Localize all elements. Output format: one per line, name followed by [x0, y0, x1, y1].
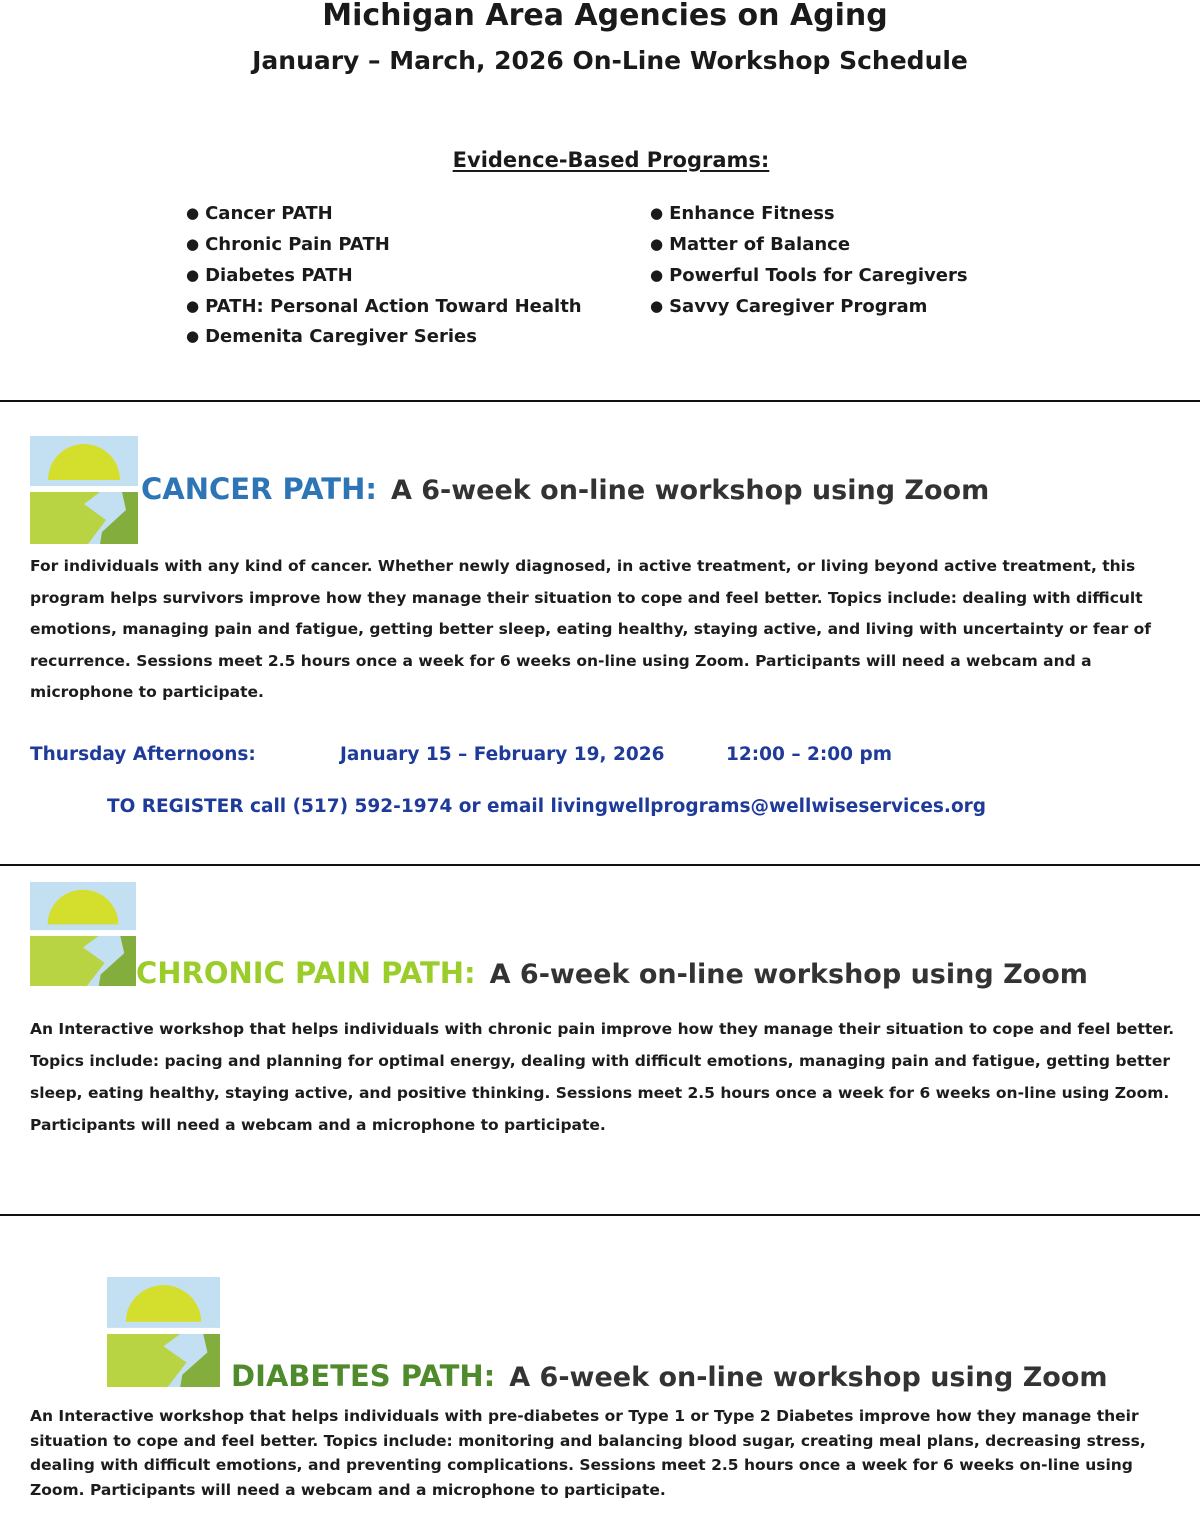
section-divider — [0, 864, 1200, 866]
program-item: ● Diabetes PATH — [186, 265, 353, 286]
program-name: DIABETES PATH: — [231, 1359, 496, 1393]
path-logo-icon — [30, 882, 136, 986]
section-heading-cancer — [141, 472, 989, 506]
program-tagline: A 6-week on-line workshop using Zoom — [489, 959, 1088, 990]
programs-heading: Evidence-Based Programs: — [452, 148, 770, 172]
section-heading-chronic-pain — [136, 956, 1088, 990]
section-divider — [0, 400, 1200, 402]
program-item: ● Cancer PATH — [186, 203, 333, 224]
program-item: ● PATH: Personal Action Toward Health — [186, 296, 582, 317]
register-info: TO REGISTER call (517) 592-1974 or email livingwellprograms@wellwiseservices.org — [107, 796, 987, 817]
schedule-day: Thursday Afternoons: — [30, 744, 256, 765]
page-title: Michigan Area Agencies on Aging — [322, 0, 888, 33]
section-heading-diabetes — [231, 1359, 1108, 1393]
section-divider — [0, 1214, 1200, 1216]
program-tagline: A 6-week on-line workshop using Zoom — [509, 1362, 1108, 1393]
section-description: An Interactive workshop that helps individuals with chronic pain improve how they manage their situation to cope and feel better. Topics include: pacing and planning for optimal energy, dealing with difficult emotions, managing pain and fatigue, getting better sleep, eating healthy, staying active, and positive thinking. Sessions meet 2.5 hours once a week for 6 weeks on-line using Zoom. Participants will need a webcam and a microphone to participate. — [30, 1020, 1175, 1134]
program-item: ● Powerful Tools for Caregivers — [650, 265, 968, 286]
schedule-dates: January 15 – February 19, 2026 — [340, 744, 665, 765]
path-logo-icon — [107, 1277, 220, 1387]
program-item: ● Enhance Fitness — [650, 203, 835, 224]
program-name: CHRONIC PAIN PATH: — [136, 956, 476, 990]
program-item: ● Demenita Caregiver Series — [186, 326, 477, 347]
program-item: ● Chronic Pain PATH — [186, 234, 390, 255]
section-description: An Interactive workshop that helps individuals with pre-diabetes or Type 1 or Type 2 Diabetes improve how they manage their situation to cope and feel better. Topics include: monitoring and balancing blood sugar, creating meal plans, decreasing stress, dealing with difficult emotions, and preventing complications. Sessions meet 2.5 hours once a week for 6 weeks on-line using Zoom. Participants will need a webcam and a microphone to participate. — [30, 1407, 1146, 1499]
program-item: ● Savvy Caregiver Program — [650, 296, 927, 317]
program-tagline: A 6-week on-line workshop using Zoom — [390, 475, 990, 506]
path-logo-icon — [30, 436, 138, 544]
section-description: For individuals with any kind of cancer. Whether newly diagnosed, in active treatment, or living beyond active treatment, this program helps survivors improve how they manage their situation to cope and feel better. Topics include: dealing with difficult emotions, managing pain and fatigue, getting better sleep, eating healthy, staying active, and living with uncertainty or fear of recurrence. Sessions meet 2.5 hours once a week for 6 weeks on-line using Zoom. Participants will need a webcam and a microphone to participate. — [30, 557, 1151, 701]
page-subtitle: January – March, 2026 On-Line Workshop Schedule — [252, 46, 968, 75]
schedule-time: 12:00 – 2:00 pm — [726, 744, 892, 765]
program-name: CANCER PATH: — [141, 472, 377, 506]
program-item: ● Matter of Balance — [650, 234, 850, 255]
